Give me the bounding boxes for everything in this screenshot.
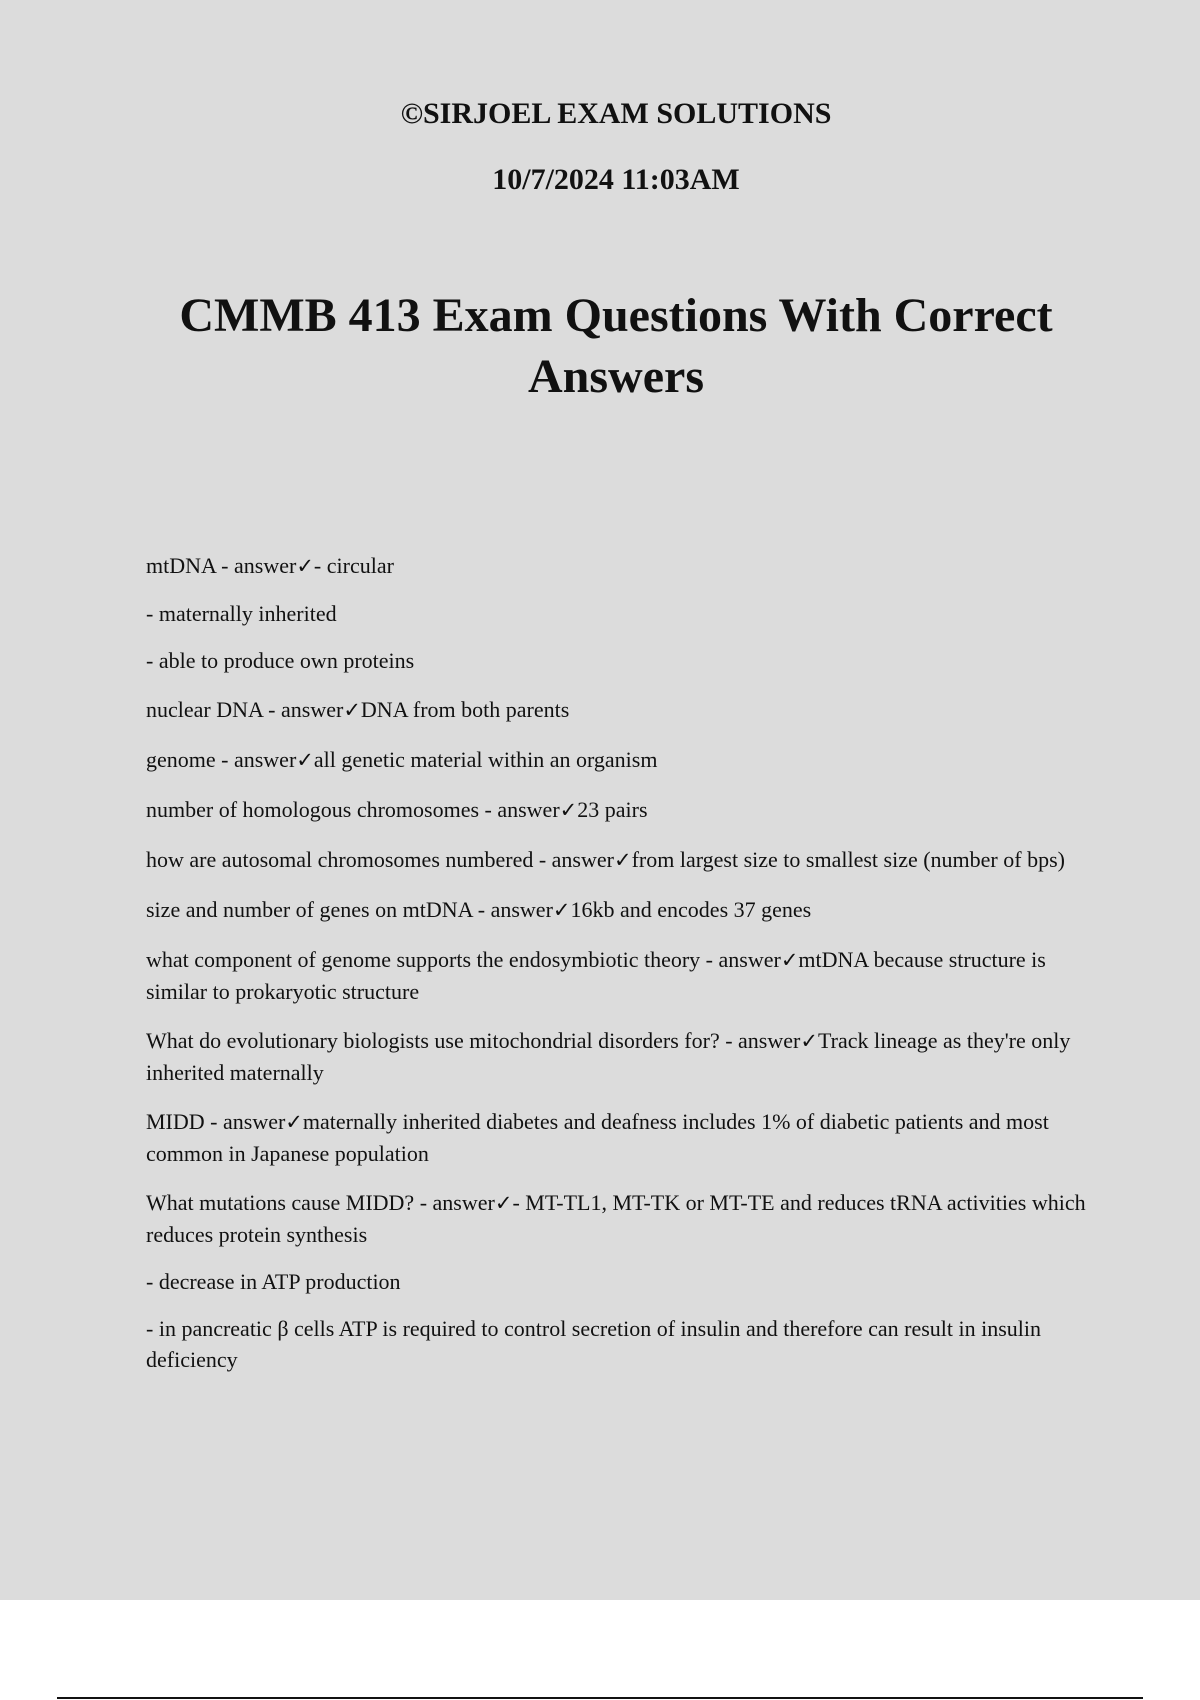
qa-item — [146, 1313, 1096, 1375]
qa-answer: - MT-TL1, MT-TK or MT-TE and reduces tRNA activities which reduces protein synthesis — [146, 1190, 1086, 1247]
qa-answer: all genetic material within an organism — [313, 747, 658, 772]
check-icon: ✓ — [800, 1029, 818, 1053]
qa-prompt: What do evolutionary biologists use mitochondrial disorders for? - answer — [146, 1028, 801, 1053]
qa-item — [146, 794, 1096, 826]
check-icon: ✓ — [780, 948, 799, 972]
check-icon: ✓ — [285, 1110, 303, 1134]
qa-prompt: - able to produce own proteins — [146, 648, 415, 673]
qa-prompt: mtDNA - answer — [146, 553, 297, 578]
qa-prompt: - in pancreatic β cells ATP is required to control secretion of insulin and therefore can result in insulin deficiency — [146, 1316, 1042, 1372]
qa-prompt: number of homologous chromosomes - answer — [146, 797, 560, 822]
check-icon: ✓ — [552, 898, 571, 922]
qa-item — [146, 744, 1096, 776]
qa-item — [146, 550, 1096, 582]
qa-prompt: how are autosomal chromosomes numbered - answer — [146, 847, 614, 872]
qa-answer: from largest size to smallest size (number of bps) — [631, 847, 1065, 872]
qa-answer: - circular — [313, 553, 394, 578]
qa-item — [146, 944, 1096, 1007]
check-icon: ✓ — [494, 1191, 513, 1215]
qa-item — [146, 844, 1096, 876]
qa-item — [146, 645, 1096, 676]
qa-item — [146, 1266, 1096, 1297]
qa-item — [146, 1025, 1096, 1088]
qa-prompt: MIDD - answer — [146, 1109, 286, 1134]
check-icon: ✓ — [559, 798, 578, 822]
qa-item — [146, 694, 1096, 726]
qa-prompt: - decrease in ATP production — [146, 1269, 401, 1294]
check-icon: ✓ — [296, 554, 314, 578]
qa-prompt: - maternally inherited — [146, 601, 337, 626]
qa-answer: DNA from both parents — [360, 697, 570, 722]
qa-item — [146, 1187, 1096, 1250]
qa-list — [146, 550, 1096, 1393]
qa-prompt: genome - answer — [146, 747, 297, 772]
check-icon: ✓ — [296, 748, 314, 772]
qa-item — [146, 598, 1096, 629]
qa-item — [146, 1106, 1096, 1169]
qa-prompt: what component of genome supports the endosymbiotic theory - answer — [146, 947, 781, 972]
qa-prompt: What mutations cause MIDD? - answer — [146, 1190, 495, 1215]
qa-answer: mtDNA because structure is similar to prokaryotic structure — [146, 947, 1046, 1004]
qa-answer: 16kb and encodes 37 genes — [570, 897, 812, 922]
footer-rule — [57, 1697, 1143, 1699]
qa-answer: Track lineage as they're only inherited maternally — [146, 1028, 1071, 1085]
check-icon: ✓ — [613, 848, 632, 872]
document-datetime: 10/7/2024 11:03AM — [492, 163, 740, 196]
qa-answer: 23 pairs — [577, 797, 648, 822]
qa-answer: maternally inherited diabetes and deafness includes 1% of diabetic patients and most common in Japanese population — [146, 1109, 1049, 1166]
qa-prompt: size and number of genes on mtDNA - answer — [146, 897, 553, 922]
check-icon: ✓ — [343, 698, 361, 722]
qa-item — [146, 894, 1096, 926]
document-title: CMMB 413 Exam Questions With Correct Answers — [179, 289, 1053, 403]
qa-prompt: nuclear DNA - answer — [146, 697, 344, 722]
copyright-header: ©SIRJOEL EXAM SOLUTIONS — [400, 97, 832, 130]
